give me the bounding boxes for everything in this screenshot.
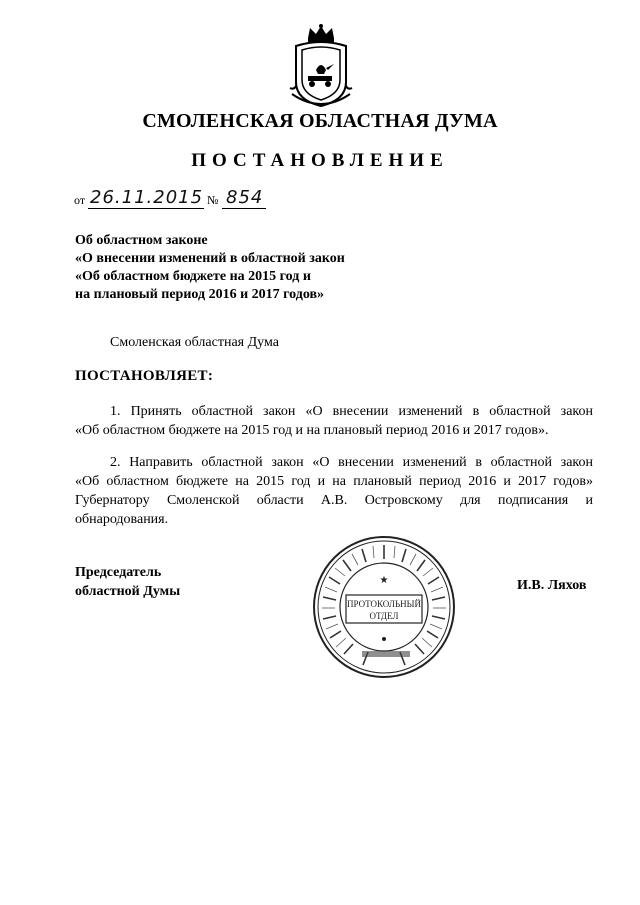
date-label: от [74, 193, 86, 207]
item-1-line: «Об областном бюджете на 2015 год и на плановый период 2016 и 2017 годов». [75, 423, 549, 438]
item-2-line: «Об областном бюджете на 2015 год и на плановый период 2016 и 2017 годов» [75, 474, 593, 489]
item-2-line: Губернатору Смоленской области А.В. Островскому для подписания и [75, 493, 593, 508]
signatory-title-line: областной Думы [75, 584, 181, 599]
handwritten-number: 854 [226, 187, 264, 208]
document-type-title: ПОСТАНОВЛЕНИЕ [191, 150, 449, 171]
subject-line: Об областном законе [75, 233, 208, 248]
number-underline [222, 208, 266, 209]
resolves-heading: ПОСТАНОВЛЯЕТ: [75, 368, 214, 384]
signatory-title-line: Председатель [75, 565, 162, 580]
organization-title: СМОЛЕНСКАЯ ОБЛАСТНАЯ ДУМА [142, 110, 498, 132]
number-label: № [207, 193, 219, 207]
item-1-line: 1. Принять областной закон «О внесении изменений в областной закон [110, 404, 593, 419]
item-2-line: 2. Направить областной закон «О внесении изменений в областной закон [110, 455, 593, 470]
resolution-item-1 [75, 402, 593, 440]
handwritten-date: 26.11.2015 [90, 187, 204, 208]
resolution-item-2 [75, 453, 593, 529]
document-subject [75, 232, 495, 304]
subject-line: «О внесении изменений в областной закон [75, 251, 345, 266]
svg-text:★: ★ [379, 575, 389, 586]
issuer-line: Смоленская областная Дума [110, 335, 279, 350]
stamp-center-line-2: ОТДЕЛ [369, 611, 399, 621]
item-2-line: обнародования. [75, 512, 169, 527]
signatory-title [75, 563, 180, 601]
subject-line: «Об областном бюджете на 2015 год и [75, 269, 311, 284]
registration-line [74, 186, 294, 212]
signatory-name: И.В. Ляхов [517, 578, 587, 593]
subject-line: на плановый период 2016 и 2017 годов» [75, 287, 325, 302]
official-round-stamp [310, 533, 458, 681]
coat-of-arms-emblem [288, 24, 354, 110]
date-underline [88, 208, 204, 209]
stamp-center-line-1: ПРОТОКОЛЬНЫЙ [347, 599, 421, 609]
